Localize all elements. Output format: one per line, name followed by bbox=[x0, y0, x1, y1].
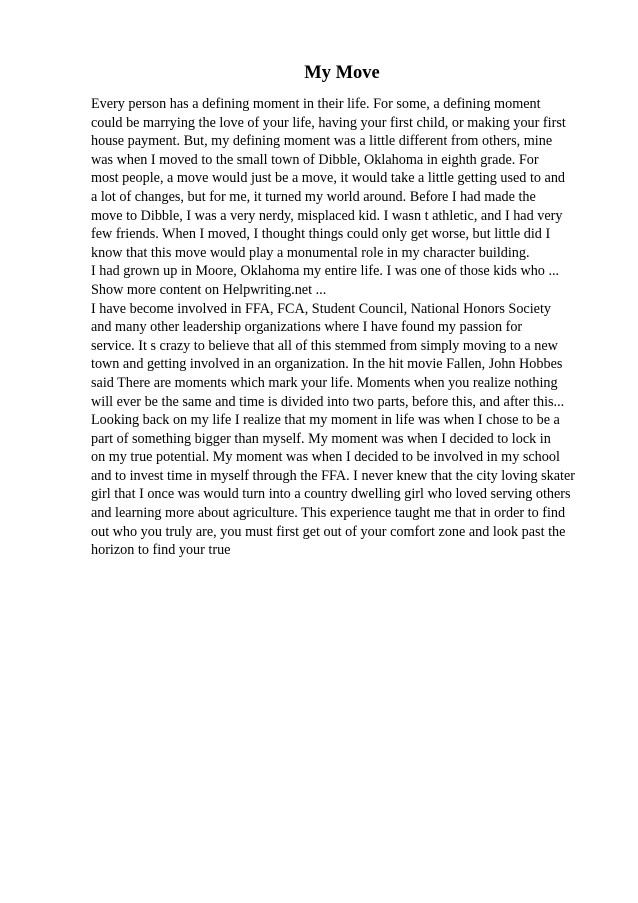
body-text-line: house payment. But, my defining moment was a little different from others, mine bbox=[91, 133, 553, 150]
body-text-line: move to Dibble, I was a very nerdy, misplaced kid. I wasn t athletic, and I had very bbox=[91, 207, 563, 224]
body-text-line: a lot of changes, but for me, it turned my world around. Before I had made the bbox=[91, 188, 536, 205]
body-text-line: Every person has a defining moment in their life. For some, a defining moment bbox=[91, 96, 541, 112]
body-text-line: I had grown up in Moore, Oklahoma my entire life. I was one of those kids who ... bbox=[91, 263, 560, 280]
body-text-line: will ever be the same and time is divided into two parts, before this, and after this... bbox=[91, 393, 565, 410]
body-text-line: could be marrying the love of your life, having your first child, or making your first bbox=[91, 114, 566, 131]
body-text-line: out who you truly are, you must first get out of your comfort zone and look past the bbox=[91, 523, 566, 540]
body-text-line: few friends. When I moved, I thought things could only get worse, but little did I bbox=[91, 226, 551, 243]
body-text-line: girl that I once was would turn into a country dwelling girl who loved serving others bbox=[91, 486, 571, 503]
document-body bbox=[91, 95, 611, 560]
body-text-line: said There are moments which mark your life. Moments when you realize nothing bbox=[91, 374, 558, 391]
body-text-line: part of something bigger than myself. My moment was when I decided to lock in bbox=[91, 430, 551, 447]
body-text-line: horizon to find your true bbox=[91, 542, 231, 559]
body-text-line: Looking back on my life I realize that my moment in life was when I chose to be a bbox=[91, 412, 560, 429]
body-text-line: and learning more about agriculture. This experience taught me that in order to find bbox=[91, 505, 566, 522]
body-text-line: was when I moved to the small town of Dibble, Oklahoma in eighth grade. For bbox=[91, 151, 539, 168]
body-text-line: I have become involved in FFA, FCA, Student Council, National Honors Society bbox=[91, 300, 551, 317]
body-text-line: know that this move would play a monumental role in my character building. bbox=[91, 244, 530, 261]
body-text-line: and many other leadership organizations where I have found my passion for bbox=[91, 319, 523, 336]
document-title: My Move bbox=[304, 63, 380, 83]
body-text-line: on my true potential. My moment was when I decided to be involved in my school bbox=[91, 449, 560, 466]
body-text-line: service. It s crazy to believe that all of this stemmed from simply moving to a new bbox=[91, 337, 558, 354]
body-text-line: most people, a move would just be a move, it would take a little getting used to and bbox=[91, 170, 566, 187]
body-text-line: Show more content on Helpwriting.net ... bbox=[91, 281, 327, 298]
body-text-line: town and getting involved in an organization. In the hit movie Fallen, John Hobbes bbox=[91, 356, 563, 373]
body-text-line: and to invest time in myself through the FFA. I never knew that the city loving skater bbox=[91, 467, 575, 484]
